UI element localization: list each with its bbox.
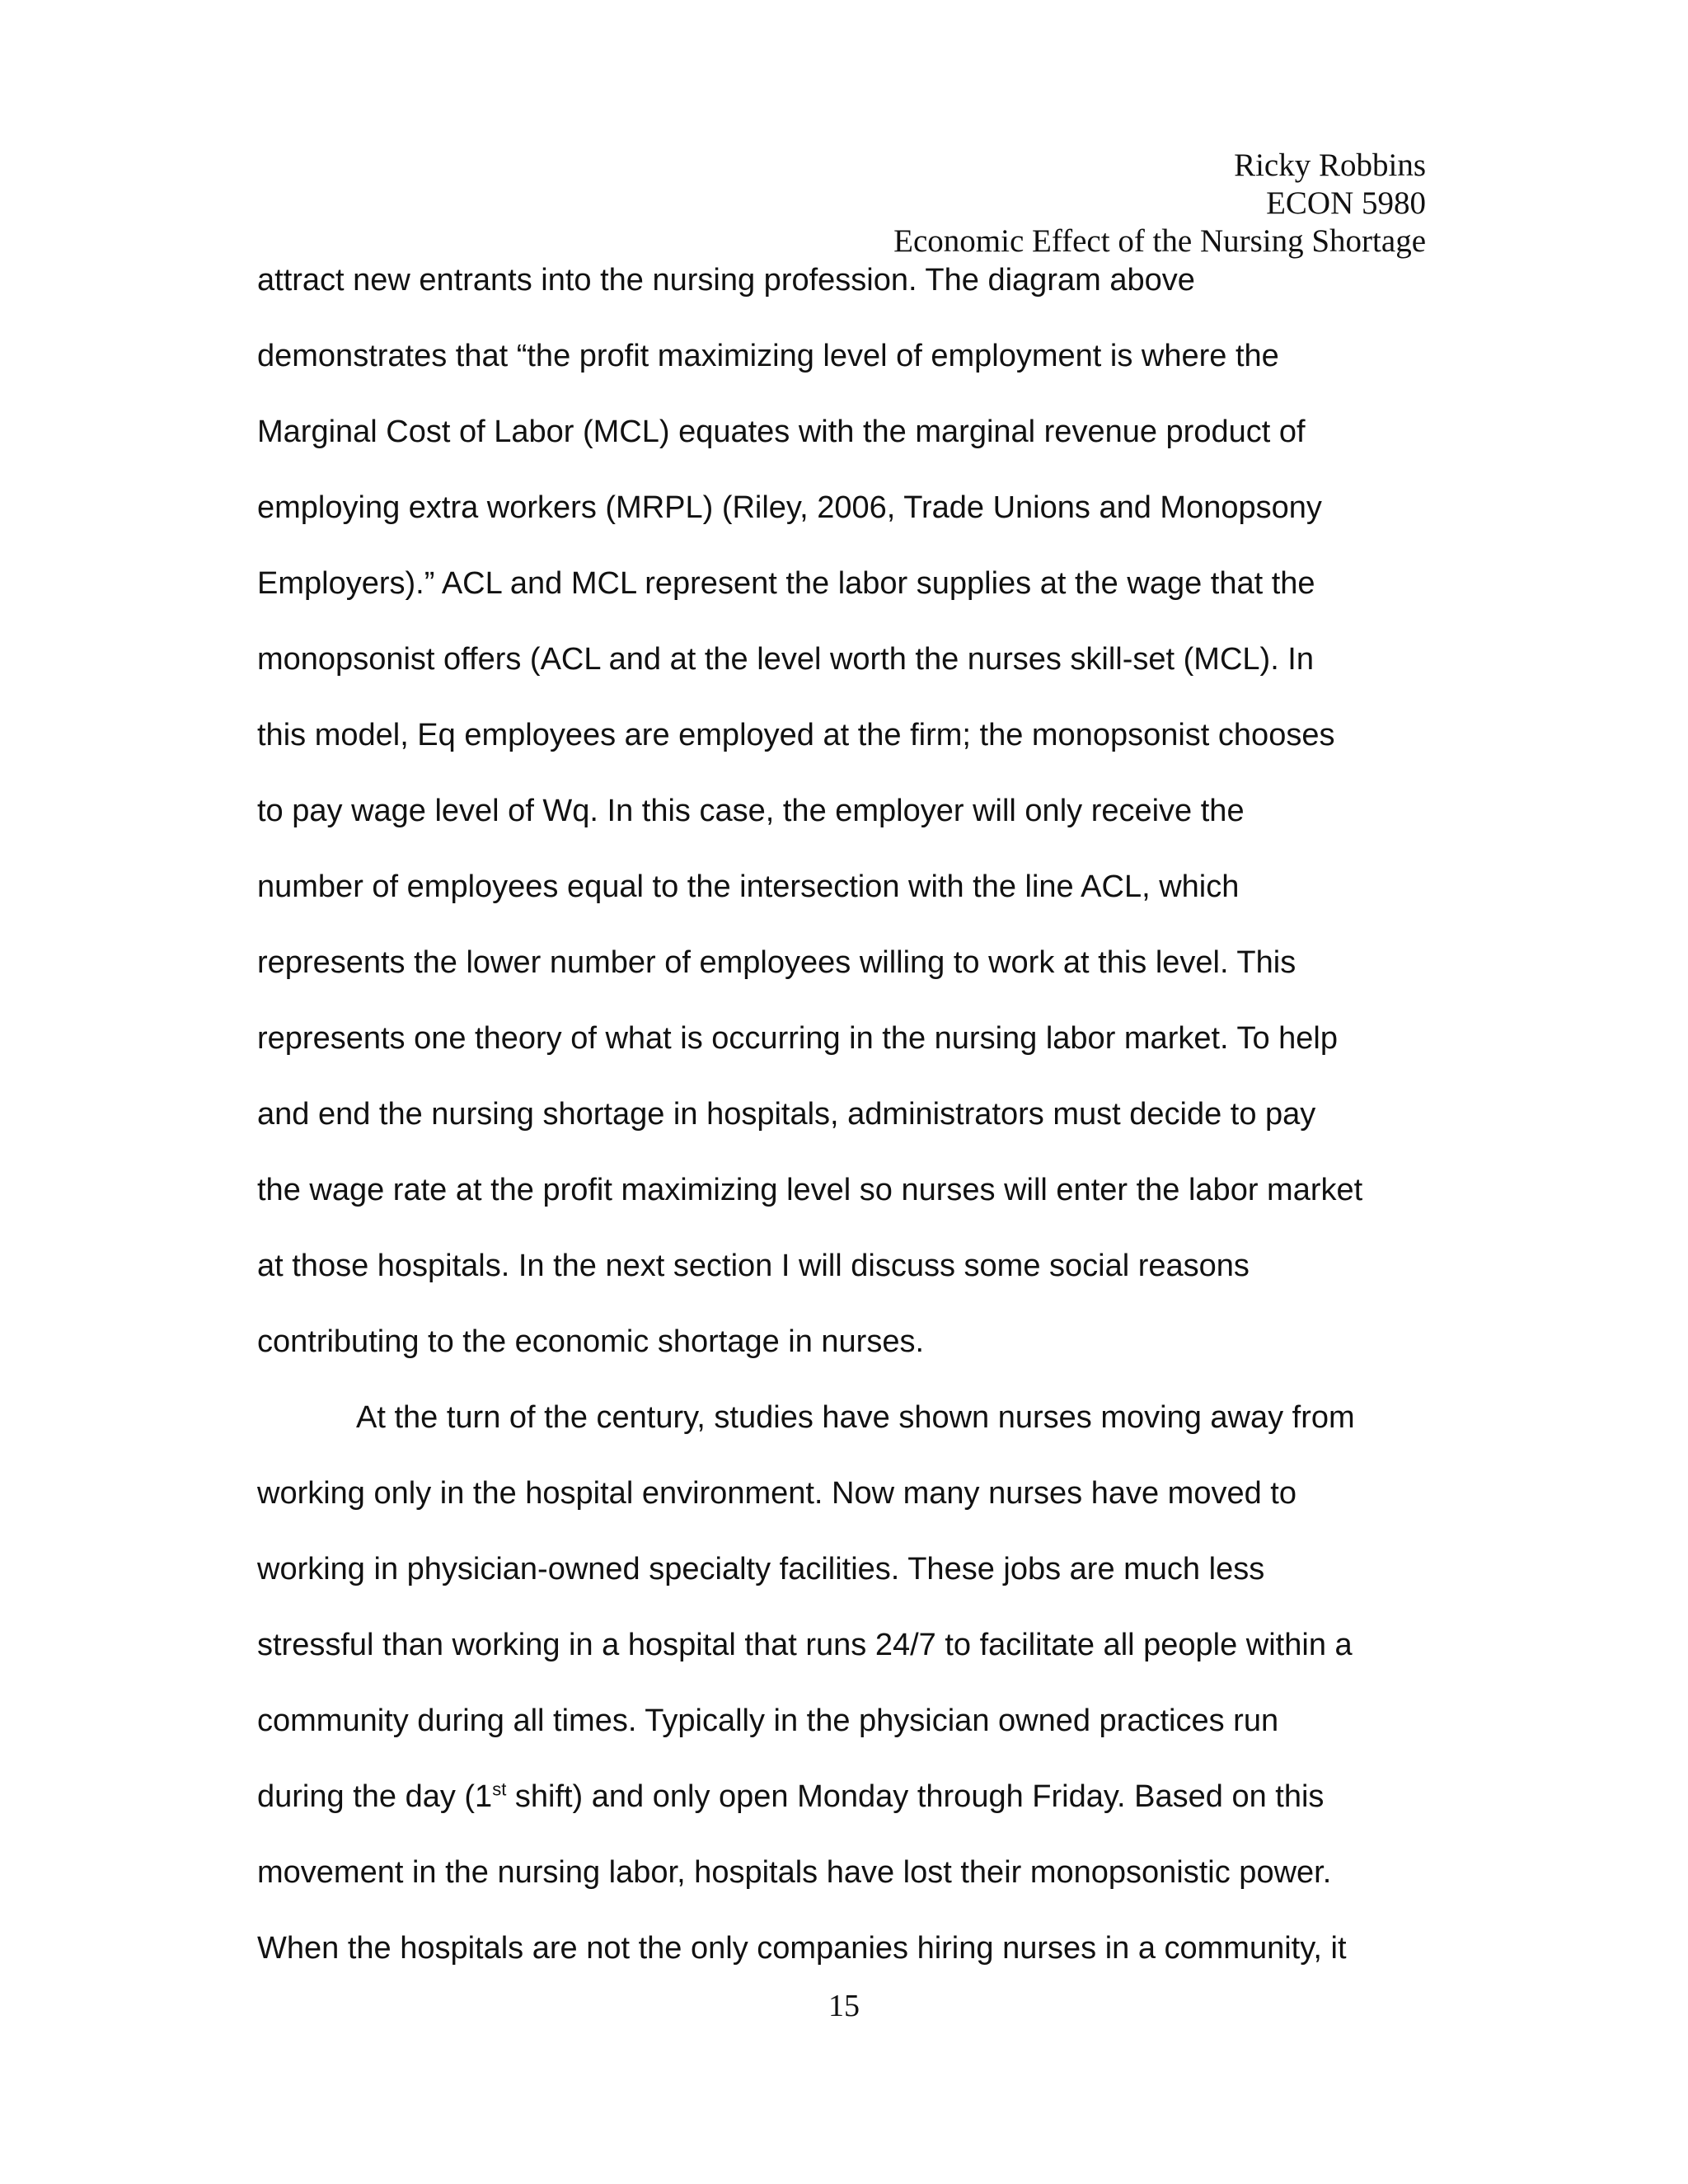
text-line: demonstrates that “the profit maximizing level of employment is where the xyxy=(257,339,1279,373)
text-line: at those hospitals. In the next section I will discuss some social reasons xyxy=(257,1249,1250,1283)
page-number: 15 xyxy=(828,1989,860,2023)
text-line: the wage rate at the profit maximizing level so nurses will enter the labor market xyxy=(257,1173,1363,1207)
text-line: attract new entrants into the nursing profession. The diagram above xyxy=(257,263,1195,298)
text-line: represents the lower number of employees willing to work at this level. This xyxy=(257,945,1296,980)
text-line: Employers).” ACL and MCL represent the labor supplies at the wage that the xyxy=(257,566,1315,601)
text-line: stressful than working in a hospital that runs 24/7 to facilitate all people within a xyxy=(257,1628,1353,1662)
ordinal-superscript: st xyxy=(492,1779,507,1800)
header-paper-title: Economic Effect of the Nursing Shortage xyxy=(893,223,1426,259)
text-line-with-superscript xyxy=(257,1772,1436,1848)
text-line: working in physician-owned specialty facilities. These jobs are much less xyxy=(257,1552,1265,1586)
text-segment: shift) and only open Monday through Friday. Based on this xyxy=(506,1779,1325,1814)
running-header xyxy=(893,147,1426,260)
text-line: employing extra workers (MRPL) (Riley, 2006, Trade Unions and Monopsony xyxy=(257,490,1322,525)
text-line: community during all times. Typically in the physician owned practices run xyxy=(257,1704,1279,1738)
header-course: ECON 5980 xyxy=(1266,185,1426,221)
text-line: working only in the hospital environment. Now many nurses have moved to xyxy=(257,1476,1296,1511)
text-segment: during the day (1 xyxy=(257,1779,493,1814)
text-line: and end the nursing shortage in hospitals, administrators must decide to pay xyxy=(257,1097,1316,1132)
text-line: number of employees equal to the intersection with the line ACL, which xyxy=(257,869,1240,904)
text-line: to pay wage level of Wq. In this case, the employer will only receive the xyxy=(257,794,1245,828)
text-line: movement in the nursing labor, hospitals have lost their monopsonistic power. xyxy=(257,1855,1332,1890)
body-text xyxy=(257,255,1436,1999)
text-line: contributing to the economic shortage in nurses. xyxy=(257,1324,925,1359)
text-line: Marginal Cost of Labor (MCL) equates with the marginal revenue product of xyxy=(257,415,1306,449)
header-author: Ricky Robbins xyxy=(1234,148,1426,183)
paragraph-start-line: At the turn of the century, studies have shown nurses moving away from xyxy=(356,1400,1355,1435)
text-line: this model, Eq employees are employed at the firm; the monopsonist chooses xyxy=(257,718,1335,752)
text-line: represents one theory of what is occurring in the nursing labor market. To help xyxy=(257,1021,1338,1056)
text-line: When the hospitals are not the only companies hiring nurses in a community, it xyxy=(257,1931,1347,1966)
text-line: monopsonist offers (ACL and at the level worth the nurses skill-set (MCL). In xyxy=(257,642,1314,677)
